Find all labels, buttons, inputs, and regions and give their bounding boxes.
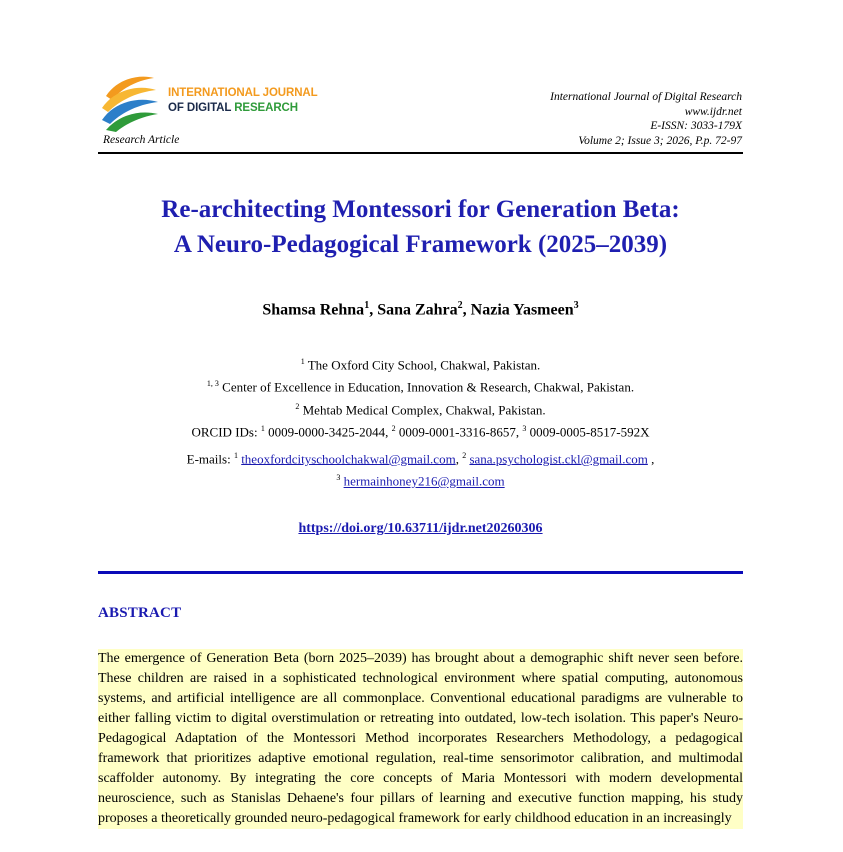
affiliation-line [98,397,743,419]
email-sup: 1 [233,451,238,460]
orcid-label: ORCID IDs: [191,424,261,440]
email-sup: 3 [336,473,341,483]
journal-name-line2-accent: RESEARCH [234,102,298,114]
article-type: Research Article [103,134,180,146]
affiliation-sup: 1 [300,357,305,366]
author-sup: 2 [457,300,463,311]
email-link[interactable]: hermainhoney216@gmail.com [343,473,505,489]
email-link[interactable]: sana.psychologist.ckl@gmail.com [469,451,648,467]
orcid-id: 0009-0001-3316-8657, [395,424,523,440]
abstract-highlight [98,649,743,829]
orcid-line [98,419,743,441]
paper-title-line2: A Neuro-Pedagogical Framework (2025–2039) [173,231,668,258]
affiliation-sup: 2 [295,401,300,411]
journal-name-line2-prefix: OF DIGITAL [168,102,235,114]
email-list [98,446,743,491]
journal-meta-title: International Journal of Digital Research [550,91,742,103]
orcid-sup: 2 [391,423,396,433]
header-divider [98,152,743,154]
affiliation-sup: 1, 3 [206,379,219,389]
affiliation-text: Center of Excellence in Education, Innovation & Research, Chakwal, Pakistan. [218,379,635,395]
orcid-id: 0009-0005-8517-592X [526,424,650,440]
affiliation-line [98,374,743,396]
doi-link[interactable]: https://doi.org/10.63711/ijdr.net20260306 [298,521,543,536]
journal-name-line1: INTERNATIONAL JOURNAL [168,87,318,99]
journal-name-line2 [168,101,318,116]
doi [98,521,743,537]
email-label: E-mails: [186,451,234,467]
email-line: E-mails: $^1$ theoxfordcityschoolchakwal@gmail.com, $^2$ sana.psychologist.ckl@gmail.com , [186,451,655,467]
journal-name [168,86,318,116]
affiliation-text: The Oxford City School, Chakwal, Pakistan. [304,357,541,373]
author-sup: 3 [573,300,579,311]
email-line [98,468,743,490]
affiliation-line [98,352,743,374]
author-name: Sana Zahra [377,301,458,319]
affiliation-text: Mehtab Medical Complex, Chakwal, Pakistan. [299,401,546,417]
author-separator: , [462,301,471,319]
paper-title [98,192,743,262]
journal-meta-issn: E-ISSN: 3033-179X [650,120,742,132]
journal-meta-volume: Volume 2; Issue 3; 2026, P.p. 72-97 [578,134,742,147]
author-list [98,300,743,319]
author-name: Nazia Yasmeen [470,301,574,319]
email-sup: 2 [462,451,467,460]
affiliations [98,352,743,441]
journal-meta [550,90,742,148]
orcid-id: 0009-0000-3425-2044, [264,424,392,440]
abstract-heading: ABSTRACT [98,605,182,621]
author-sup: 1 [364,300,370,311]
abstract-text: The emergence of Generation Beta (born 2025–2039) has brought about a demographic shift never seen before. These children are raised in a sophisticated technological environment where spatial computing, autonomous systems, and artificial intelligence are all commonplace. Conventional educational paradigms are vulnerable to either falling victim to digital overstimulation or retreating into outdated, low-tech isolation. This paper's Neuro-Pedagogical Adaptation of the Montessori Method incorporates Researchers Methodology, a pedagogical framework that prioritizes adaptive emotional regulation, real-time sensorimotor calibration, and multimodal scaffolder autonomy. By integrating the core concepts of Maria Montessori with modern developmental neuroscience, such as Stanislas Dehaene's four pillars of learning and executive function mapping, his study proposes a theoretically grounded neuro-pedagogical framework for early childhood education in an increasingly [98,651,743,826]
email-link[interactable]: theoxfordcityschoolchakwal@gmail.com [241,451,456,467]
journal-meta-website: www.ijdr.net [684,105,742,118]
section-divider [98,571,743,574]
orcid-sup: 3 [522,423,527,433]
journal-logo [98,70,160,134]
orcid-sup: 1 [260,423,265,433]
author-name: Shamsa Rehna [262,301,365,319]
paper-title-line1: Re-architecting Montessori for Generation Beta: [161,196,680,223]
author-separator: , [369,301,378,319]
